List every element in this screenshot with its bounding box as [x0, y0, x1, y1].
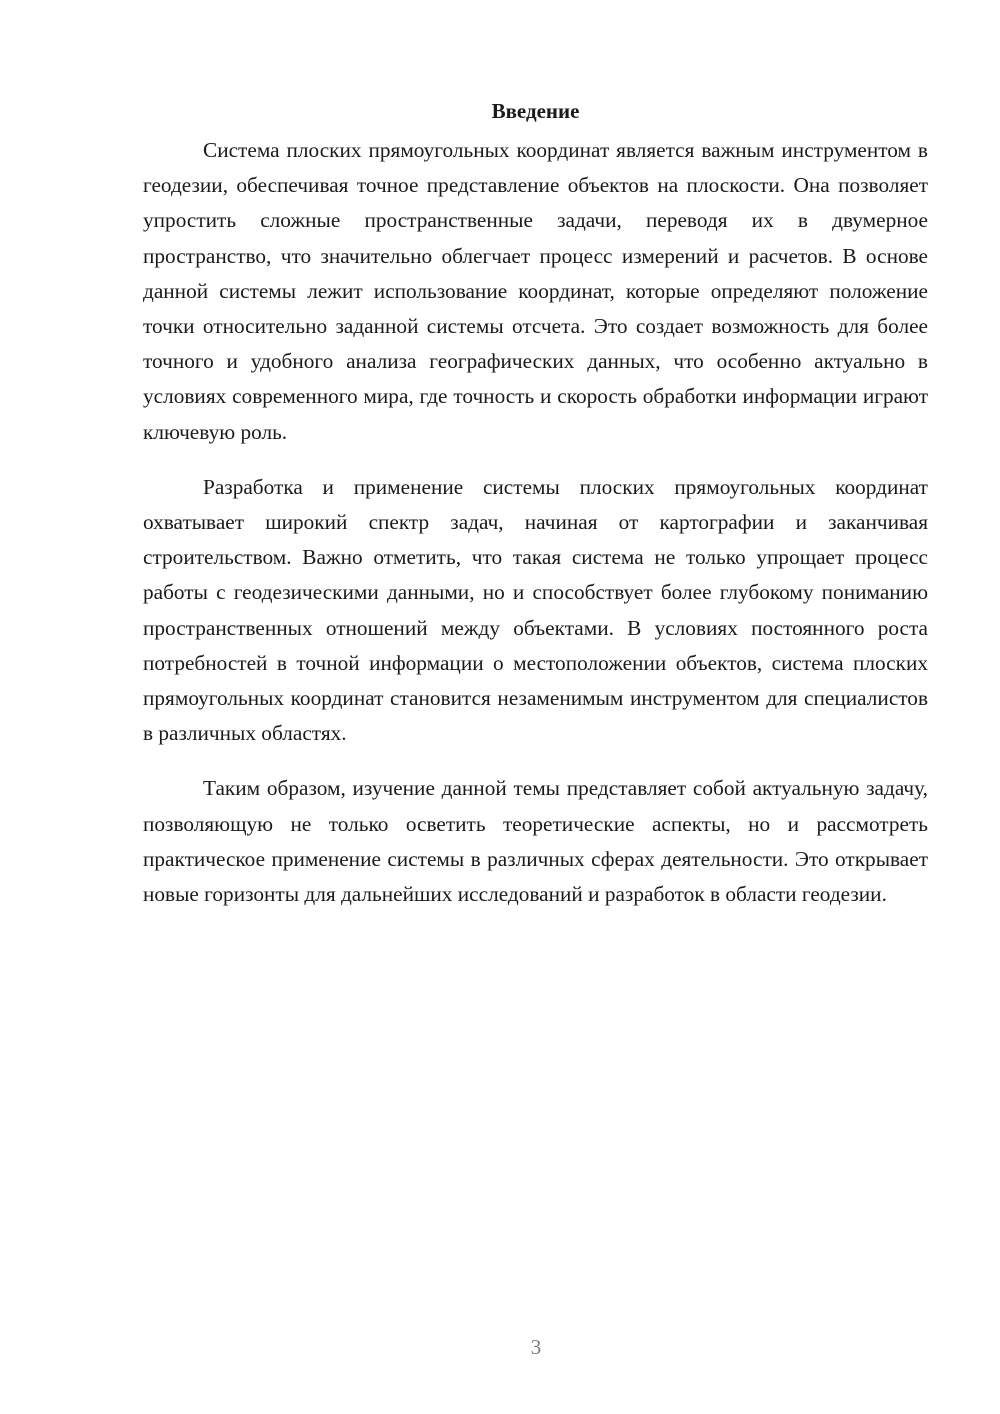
page-number: 3	[530, 1335, 542, 1359]
section-title: Введение	[491, 99, 580, 123]
paragraph-development: Разработка и применение системы плоских прямоугольных координат охватывает широкий спектр задач, начиная от картографии и заканчивая строительством. Важно отметить, что такая система не только упрощает процесс работы с геодезическими данными, но и способствует более глубокому пониманию пространственных отношений между объектами. В условиях постоянного роста потребностей в точной информации о местоположении объектов, система плоских прямоугольных координат становится незаменимым инструментом для специалистов в различных областях.	[143, 474, 928, 746]
page-content	[143, 96, 928, 912]
paragraph-intro: Система плоских прямоугольных координат является важным инструментом в геодезии, обеспечивая точное представление объектов на плоскости. Она позволяет упростить сложные пространственные задачи, переводя их в двумерное пространство, что значительно облегчает процесс измерений и расчетов. В основе данной системы лежит использование координат, которые определяют положение точки относительно заданной системы отсчета. Это создает возможность для более точного и удобного анализа географических данных, что особенно актуально в условиях современного мира, где точность и скорость обработки информации играют ключевую роль.	[143, 138, 928, 444]
paragraph-conclusion: Таким образом, изучение данной темы представляет собой актуальную задачу, позволяющую не только осветить теоретические аспекты, но и рассмотреть практическое применение системы в различных сферах деятельности. Это открывает новые горизонты для дальнейших исследований и разработок в области геодезии.	[143, 776, 928, 907]
